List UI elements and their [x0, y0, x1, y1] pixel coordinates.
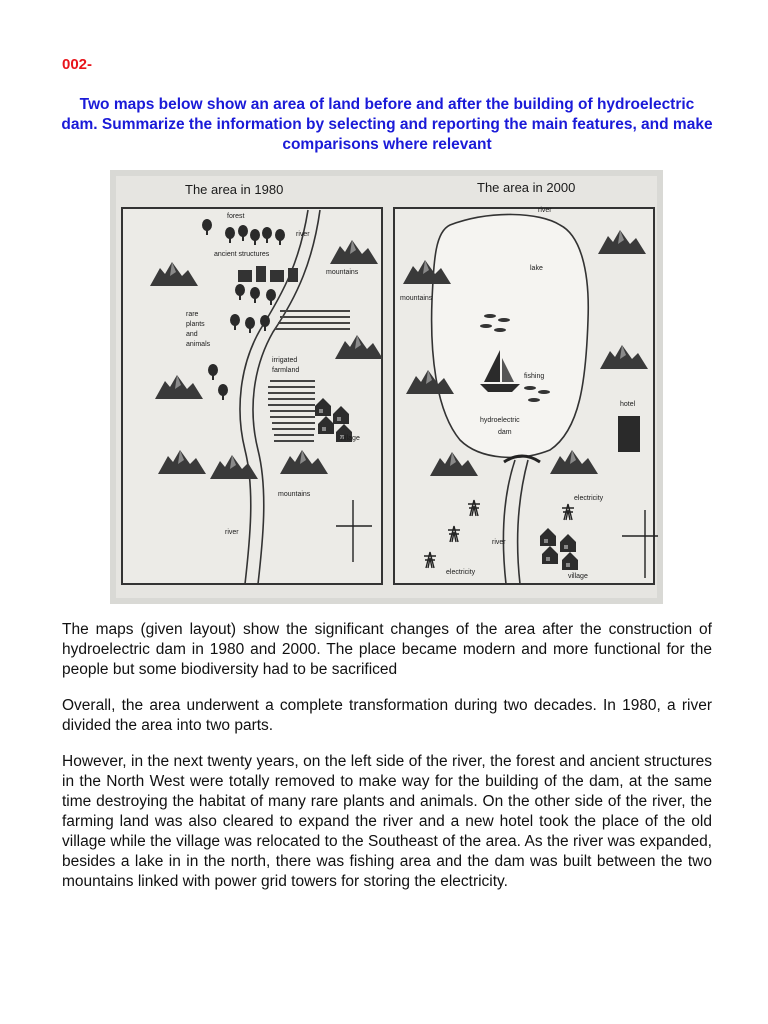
label-river-bottom-2000: river — [492, 539, 506, 546]
label-irrigated: irrigated — [272, 357, 298, 364]
hotel-icon — [618, 416, 640, 452]
label-mountains-bottom: mountains — [278, 491, 311, 498]
maps-photo — [110, 170, 663, 604]
label-mountains-1980: mountains — [326, 269, 359, 276]
label-forest: forest — [227, 213, 245, 220]
label-village-1980: village — [340, 435, 360, 442]
question-number: 002- — [62, 56, 93, 73]
label-rare: rare — [186, 311, 199, 318]
label-and: and — [186, 331, 198, 338]
map-2000-title: The area in 2000 — [477, 180, 576, 195]
label-village-2000: village — [568, 573, 588, 580]
label-hotel: hotel — [620, 401, 636, 408]
label-animals: animals — [186, 341, 211, 348]
task-heading: Two maps below show an area of land before and after the building of hydroelectric dam. Summarize the information by selecting and reporting the main features, and make comparisons where relevant — [61, 96, 713, 153]
label-ancient-structures: ancient structures — [214, 251, 270, 258]
label-river-top-1980: river — [296, 231, 310, 238]
label-mountains-2000: mountains — [400, 295, 433, 302]
label-lake: lake — [530, 265, 543, 272]
label-dam: dam — [498, 429, 512, 436]
label-fishing: fishing — [524, 373, 545, 380]
map-1980-title: The area in 1980 — [185, 182, 284, 197]
label-electricity-right: electricity — [574, 495, 604, 502]
label-hydroelectric: hydroelectric — [480, 417, 520, 424]
label-river-top-2000: river — [538, 207, 552, 214]
label-plants: plants — [186, 321, 205, 328]
label-farmland: farmland — [272, 367, 300, 374]
paragraph-intro: The maps (given layout) show the significant changes of the area after the construction of hydroelectric dam in 1980 and 2000. The place became modern and more functional for the people but some biodiversity had to be sacrificed — [62, 621, 712, 678]
label-electricity-bottom: electricity — [446, 569, 476, 576]
maps-illustration — [110, 170, 663, 604]
paragraph-overview: Overall, the area underwent a complete transformation during two decades. In 1980, a river divided the area into two parts. — [62, 697, 712, 734]
paragraph-details: However, in the next twenty years, on the left side of the river, the forest and ancient structures in the North West were totally removed to make way for the building of the dam, at the same time destroying the habitat of many rare plants and animals. On the other side of the river, the farming land was also cleared to expand the river and a new hotel took the place of the old village while the village was relocated to the Southeast of the area. As the river was expanded, besides a lake in in the north, there was fishing area and the dam was built between the two mountains linked with power grid towers for storing the electricity. — [62, 753, 712, 890]
label-river-bottom-1980: river — [225, 529, 239, 536]
